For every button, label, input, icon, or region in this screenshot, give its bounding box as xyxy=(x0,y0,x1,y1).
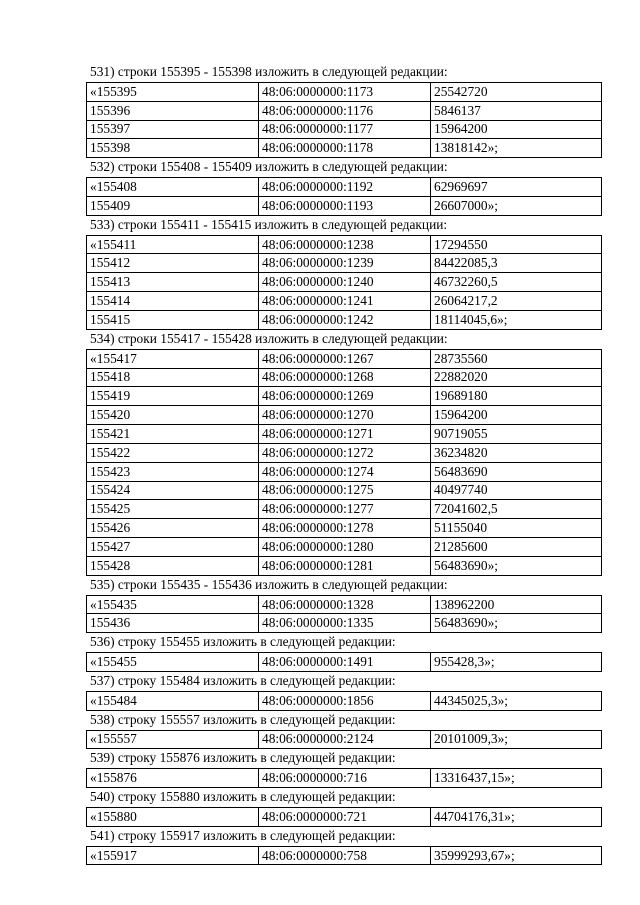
value-cell: 18114045,6»; xyxy=(431,310,602,329)
table-row xyxy=(87,101,602,120)
row-number-cell: 155412 xyxy=(87,254,259,273)
section-heading: 537) строку 155484 изложить в следующей редакции: xyxy=(90,673,396,688)
row-number-cell: 155422 xyxy=(87,443,259,462)
value-cell: 44704176,31»; xyxy=(431,807,602,826)
data-table xyxy=(86,807,602,827)
cadastral-number-cell: 48:06:0000000:1178 xyxy=(259,139,431,158)
cadastral-number-cell: 48:06:0000000:758 xyxy=(259,846,431,865)
cadastral-number-cell: 48:06:0000000:1269 xyxy=(259,387,431,406)
row-number-cell: «155395 xyxy=(87,82,259,101)
row-number-cell: 155420 xyxy=(87,406,259,425)
table-row xyxy=(87,196,602,215)
value-cell: 26064217,2 xyxy=(431,292,602,311)
data-table xyxy=(86,691,602,711)
table-row xyxy=(87,310,602,329)
value-cell: 15964200 xyxy=(431,120,602,139)
row-number-cell: 155409 xyxy=(87,196,259,215)
section-heading: 534) строки 155417 - 155428 изложить в следующей редакции: xyxy=(90,330,448,346)
value-cell: 17294550 xyxy=(431,235,602,254)
data-table xyxy=(86,177,602,216)
cadastral-number-cell: 48:06:0000000:1491 xyxy=(259,653,431,672)
table-row xyxy=(87,443,602,462)
section-heading: 535) строки 155435 - 155436 изложить в следующей редакции: xyxy=(90,576,448,592)
cadastral-number-cell: 48:06:0000000:1193 xyxy=(259,196,431,215)
row-number-cell: «155557 xyxy=(87,730,259,749)
cadastral-number-cell: 48:06:0000000:1277 xyxy=(259,500,431,519)
row-number-cell: «155411 xyxy=(87,235,259,254)
row-number-cell: «155880 xyxy=(87,807,259,826)
table-row xyxy=(87,425,602,444)
row-number-cell: 155436 xyxy=(87,614,259,633)
table-row xyxy=(87,500,602,519)
data-table xyxy=(86,846,602,866)
row-number-cell: 155427 xyxy=(87,538,259,557)
row-number-cell: 155425 xyxy=(87,500,259,519)
cadastral-number-cell: 48:06:0000000:1328 xyxy=(259,595,431,614)
cadastral-number-cell: 48:06:0000000:1173 xyxy=(259,82,431,101)
cadastral-number-cell: 48:06:0000000:1278 xyxy=(259,519,431,538)
row-number-cell: 155397 xyxy=(87,120,259,139)
value-cell: 40497740 xyxy=(431,481,602,500)
value-cell: 25542720 xyxy=(431,82,602,101)
row-number-cell: «155435 xyxy=(87,595,259,614)
document-body xyxy=(86,63,601,865)
value-cell: 44345025,3»; xyxy=(431,691,602,710)
data-table xyxy=(86,768,602,788)
value-cell: 138962200 xyxy=(431,595,602,614)
cadastral-number-cell: 48:06:0000000:721 xyxy=(259,807,431,826)
cadastral-number-cell: 48:06:0000000:1241 xyxy=(259,292,431,311)
cadastral-number-cell: 48:06:0000000:1268 xyxy=(259,368,431,387)
value-cell: 56483690 xyxy=(431,462,602,481)
cadastral-number-cell: 48:06:0000000:2124 xyxy=(259,730,431,749)
table-row xyxy=(87,462,602,481)
value-cell: 35999293,67»; xyxy=(431,846,602,865)
cadastral-number-cell: 48:06:0000000:1280 xyxy=(259,538,431,557)
value-cell: 5846137 xyxy=(431,101,602,120)
row-number-cell: 155424 xyxy=(87,481,259,500)
value-cell: 36234820 xyxy=(431,443,602,462)
table-row xyxy=(87,406,602,425)
data-table xyxy=(86,235,602,330)
cadastral-number-cell: 48:06:0000000:1271 xyxy=(259,425,431,444)
data-table xyxy=(86,82,602,158)
section-heading: 531) строки 155395 - 155398 изложить в следующей редакции: xyxy=(90,64,448,79)
row-number-cell: «155917 xyxy=(87,846,259,865)
row-number-cell: «155876 xyxy=(87,769,259,788)
table-row xyxy=(87,254,602,273)
table-row xyxy=(87,614,602,633)
table-row xyxy=(87,292,602,311)
row-number-cell: 155423 xyxy=(87,462,259,481)
table-row xyxy=(87,481,602,500)
cadastral-number-cell: 48:06:0000000:1238 xyxy=(259,235,431,254)
table-row xyxy=(87,82,602,101)
data-table xyxy=(86,595,602,634)
row-number-cell: 155415 xyxy=(87,310,259,329)
value-cell: 46732260,5 xyxy=(431,273,602,292)
table-row xyxy=(87,235,602,254)
row-number-cell: 155414 xyxy=(87,292,259,311)
value-cell: 72041602,5 xyxy=(431,500,602,519)
value-cell: 22882020 xyxy=(431,368,602,387)
value-cell: 26607000»; xyxy=(431,196,602,215)
table-row xyxy=(87,769,602,788)
table-row xyxy=(87,368,602,387)
row-number-cell: «155484 xyxy=(87,691,259,710)
data-table xyxy=(86,652,602,672)
row-number-cell: 155418 xyxy=(87,368,259,387)
section-heading: 533) строки 155411 - 155415 изложить в следующей редакции: xyxy=(90,216,448,232)
value-cell: 56483690»; xyxy=(431,614,602,633)
value-cell: 84422085,3 xyxy=(431,254,602,273)
row-number-cell: 155413 xyxy=(87,273,259,292)
row-number-cell: «155408 xyxy=(87,178,259,197)
table-row xyxy=(87,519,602,538)
cadastral-number-cell: 48:06:0000000:1192 xyxy=(259,178,431,197)
row-number-cell: «155455 xyxy=(87,653,259,672)
value-cell: 56483690»; xyxy=(431,556,602,575)
value-cell: 955428,3»; xyxy=(431,653,602,672)
cadastral-number-cell: 48:06:0000000:1177 xyxy=(259,120,431,139)
data-table xyxy=(86,730,602,750)
section-heading: 540) строку 155880 изложить в следующей редакции: xyxy=(90,789,396,805)
value-cell: 13316437,15»; xyxy=(431,769,602,788)
value-cell: 28735560 xyxy=(431,349,602,368)
table-row xyxy=(87,730,602,749)
table-row xyxy=(87,139,602,158)
table-row xyxy=(87,120,602,139)
table-row xyxy=(87,349,602,368)
row-number-cell: 155428 xyxy=(87,556,259,575)
row-number-cell: «155417 xyxy=(87,349,259,368)
cadastral-number-cell: 48:06:0000000:716 xyxy=(259,769,431,788)
value-cell: 19689180 xyxy=(431,387,602,406)
row-number-cell: 155421 xyxy=(87,425,259,444)
cadastral-number-cell: 48:06:0000000:1242 xyxy=(259,310,431,329)
table-row xyxy=(87,595,602,614)
cadastral-number-cell: 48:06:0000000:1270 xyxy=(259,406,431,425)
section-heading: 538) строку 155557 изложить в следующей редакции: xyxy=(90,711,396,727)
cadastral-number-cell: 48:06:0000000:1274 xyxy=(259,462,431,481)
value-cell: 90719055 xyxy=(431,425,602,444)
table-row xyxy=(87,178,602,197)
cadastral-number-cell: 48:06:0000000:1856 xyxy=(259,691,431,710)
cadastral-number-cell: 48:06:0000000:1239 xyxy=(259,254,431,273)
cadastral-number-cell: 48:06:0000000:1267 xyxy=(259,349,431,368)
table-row xyxy=(87,691,602,710)
value-cell: 51155040 xyxy=(431,519,602,538)
cadastral-number-cell: 48:06:0000000:1335 xyxy=(259,614,431,633)
table-row xyxy=(87,556,602,575)
row-number-cell: 155398 xyxy=(87,139,259,158)
table-row xyxy=(87,653,602,672)
cadastral-number-cell: 48:06:0000000:1272 xyxy=(259,443,431,462)
value-cell: 13818142»; xyxy=(431,139,602,158)
cadastral-number-cell: 48:06:0000000:1275 xyxy=(259,481,431,500)
value-cell: 15964200 xyxy=(431,406,602,425)
cadastral-number-cell: 48:06:0000000:1281 xyxy=(259,556,431,575)
table-row xyxy=(87,538,602,557)
cadastral-number-cell: 48:06:0000000:1176 xyxy=(259,101,431,120)
value-cell: 62969697 xyxy=(431,178,602,197)
section-heading: 541) строку 155917 изложить в следующей редакции: xyxy=(90,827,396,843)
section-heading: 536) строку 155455 изложить в следующей редакции: xyxy=(90,634,396,650)
table-row xyxy=(87,273,602,292)
row-number-cell: 155396 xyxy=(87,101,259,120)
value-cell: 20101009,3»; xyxy=(431,730,602,749)
table-row xyxy=(87,387,602,406)
row-number-cell: 155419 xyxy=(87,387,259,406)
section-heading: 539) строку 155876 изложить в следующей редакции: xyxy=(90,750,396,766)
row-number-cell: 155426 xyxy=(87,519,259,538)
cadastral-number-cell: 48:06:0000000:1240 xyxy=(259,273,431,292)
section-heading: 532) строки 155408 - 155409 изложить в следующей редакции: xyxy=(90,159,448,175)
table-row xyxy=(87,807,602,826)
table-row xyxy=(87,846,602,865)
value-cell: 21285600 xyxy=(431,538,602,557)
data-table xyxy=(86,349,602,576)
